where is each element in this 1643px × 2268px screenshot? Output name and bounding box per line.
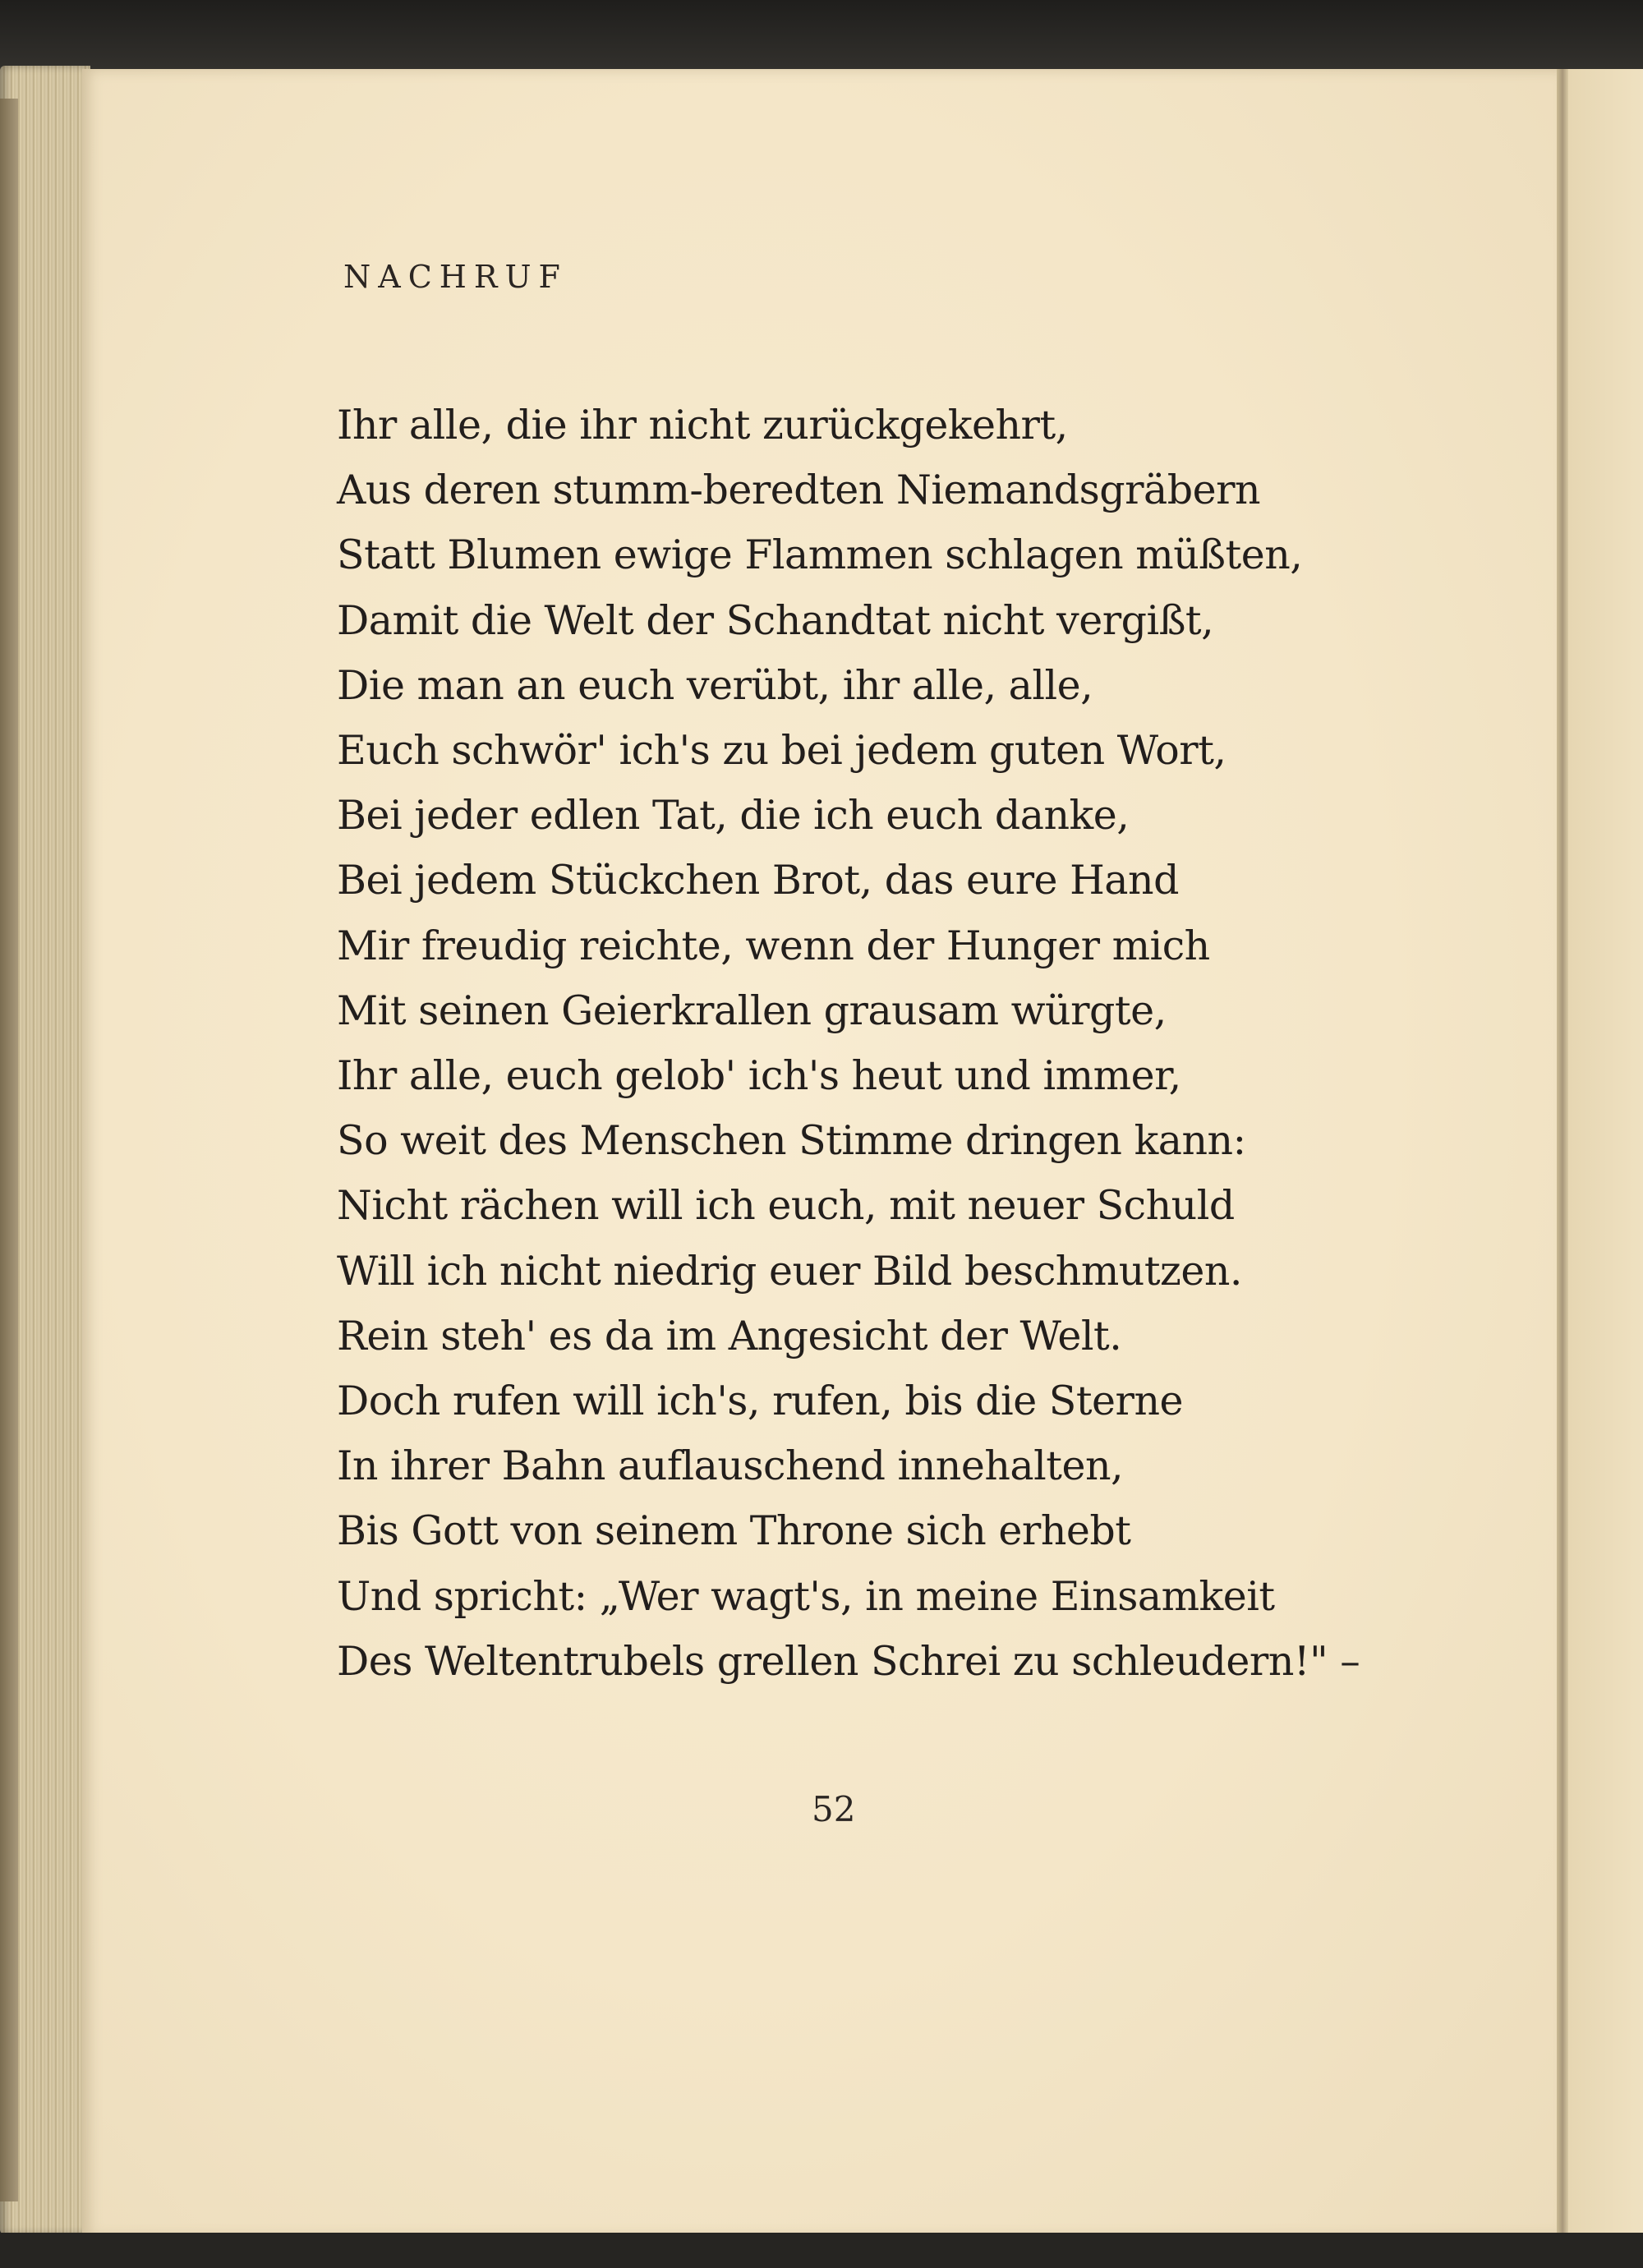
- poem-text: [337, 393, 1360, 1694]
- poem-title: NACHRUF: [343, 259, 568, 295]
- facing-page-edge: [1568, 69, 1643, 2238]
- poem-line: Aus deren stumm-beredten Niemandsgräbern: [337, 467, 1261, 514]
- book-gutter: [1557, 69, 1568, 2238]
- poem-line: Mit seinen Geierkrallen grausam würgte,: [337, 987, 1167, 1034]
- poem-line: Damit die Welt der Schandtat nicht vergißt,: [337, 596, 1214, 644]
- poem-line: Die man an euch verübt, ihr alle, alle,: [337, 661, 1093, 709]
- poem-line: Und spricht: „Wer wagt's, in meine Einsamkeit: [337, 1572, 1275, 1620]
- poem-line: Rein steh' es da im Angesicht der Welt.: [337, 1312, 1122, 1359]
- page-number: 52: [812, 1789, 856, 1829]
- book-cover-edge: [0, 99, 18, 2201]
- poem-line: So weit des Menschen Stimme dringen kann:: [337, 1117, 1246, 1165]
- poem-line: Nicht rächen will ich euch, mit neuer Schuld: [337, 1182, 1235, 1230]
- scan-top-edge: [0, 0, 1643, 76]
- poem-line: Mir freudig reichte, wenn der Hunger mich: [337, 922, 1210, 969]
- poem-line: Bei jedem Stückchen Brot, das eure Hand: [337, 857, 1179, 904]
- poem-line: Ihr alle, die ihr nicht zurückgekehrt,: [337, 402, 1068, 449]
- poem-line: Statt Blumen ewige Flammen schlagen müßten,: [337, 531, 1303, 579]
- poem-line: Bei jeder edlen Tat, die ich euch danke,: [337, 792, 1130, 840]
- poem-line: In ihrer Bahn auflauschend innehalten,: [337, 1442, 1124, 1490]
- poem-line: Doch rufen will ich's, rufen, bis die Sterne: [337, 1378, 1184, 1425]
- poem-line: Ihr alle, euch gelob' ich's heut und immer,: [337, 1052, 1181, 1100]
- poem-line: Will ich nicht niedrig euer Bild beschmutzen.: [337, 1247, 1242, 1295]
- poem-line: Euch schwör' ich's zu bei jedem guten Wort,: [337, 727, 1226, 775]
- poem-line: Bis Gott von seinem Throne sich erhebt: [337, 1507, 1131, 1555]
- poem-line: Des Weltentrubels grellen Schrei zu schleudern!" –: [337, 1637, 1360, 1685]
- scan-bottom-edge: [0, 2233, 1643, 2268]
